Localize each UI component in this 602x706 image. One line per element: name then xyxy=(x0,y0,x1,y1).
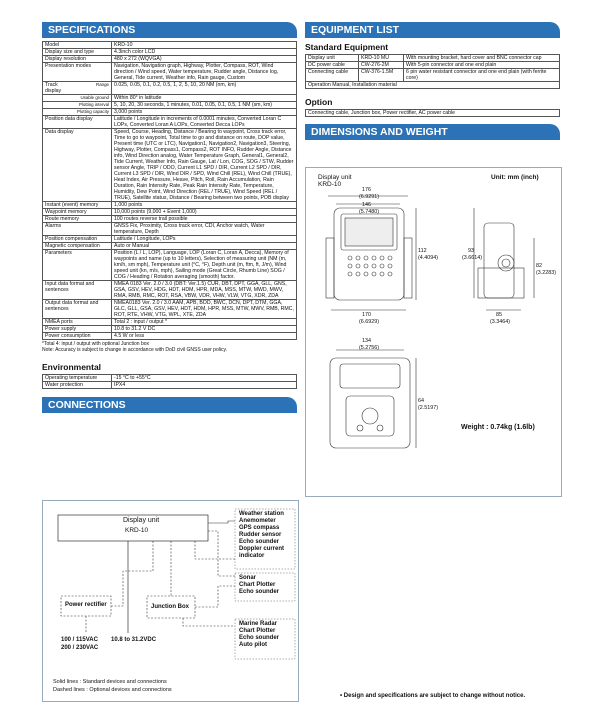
track-key: Track display xyxy=(45,82,62,94)
spec-value: Position (L / L, LOP), Language, LOP (Loran C, Loran A, Decca), Memory of waypoints and name (up to 10 letters), Selection of measuring unit (NM (m, km/h, sm mph), Temperature unit (°C, °F), Depth unit (m, ftm, ft, J/m), Wind speed unit (kn, m/s, mph), Sailing mode (Great Circle, Rhumb Line) SOG / COG / Heading / Rotation averaging (smooth) factor. xyxy=(112,250,297,281)
connection-device: GPS compass xyxy=(239,525,280,531)
spec-value: Auto or Manual xyxy=(112,243,297,250)
spec-key: Waypoint memory xyxy=(43,209,112,216)
spec-value: NMEA 0183 Ver. 2.0 / 3.0 (DBT: Ver.1.5) CUR, DBT, DPT, GGA, GLL, GNS, GSA, GSV, HEV, HDG, HDT, HDM, HPR, MDA, MSS, MTW, MWD, MWV, RMA, RMB, RMC, ROT, RSA, VBW, VDR, VHW, VLW, VTG, XDR, ZDA xyxy=(112,281,297,300)
spec-key: Output data format and sentences xyxy=(43,300,112,319)
power-rectifier-label: Power rectifier xyxy=(65,602,107,608)
spec-row xyxy=(43,49,297,56)
connection-group-1 xyxy=(239,511,284,560)
spec-value: Navigation, Navigation graph, Highway, Plotter, Compass, ROT, Wind direction / Wind speed, Water temperature, Rudder angle, Distance log, General, Tide current, Weather info, Rain gauge, Custom xyxy=(112,63,297,82)
right-column xyxy=(305,0,560,140)
connection-device: Rudder sensor xyxy=(239,532,282,538)
option-row: Connecting cable, Junction box, Power rectifier, AC power cable xyxy=(306,110,560,117)
spec-value: Latitude / Longitude, LOPs xyxy=(112,236,297,243)
spec-value: Within 80° in latitude xyxy=(112,95,297,102)
connection-device: Anemometer xyxy=(239,518,276,524)
spec-key: Display size and type xyxy=(43,49,112,56)
connection-device: Echo sounder xyxy=(239,635,280,641)
spec-row-track xyxy=(43,95,297,102)
spec-row xyxy=(43,319,297,326)
spec-value: 3,000 points xyxy=(112,109,297,116)
env-key: Operating temperature xyxy=(43,375,112,382)
spec-row xyxy=(43,281,297,300)
spec-value: 10,000 points (9,000 + Event 1,000) xyxy=(112,209,297,216)
spec-row-track xyxy=(43,102,297,109)
spec-key: Input data format and sentences xyxy=(43,281,112,300)
note-accuracy: Note: Accuracy is subject to change in accordance with DoD civil GNSS user policy. xyxy=(42,347,227,353)
spec-key: Alarms xyxy=(43,223,112,236)
dim-82-in: (3.2283) xyxy=(536,270,557,276)
connection-device: Weather station xyxy=(239,511,284,517)
track-key-cell xyxy=(43,102,112,109)
equipment-cell: CW-376-1.5M xyxy=(359,69,404,82)
option-title: Option xyxy=(305,97,333,107)
spec-row xyxy=(43,250,297,281)
environmental-row xyxy=(43,382,297,389)
dimensions-panel xyxy=(305,167,562,497)
dim-93: 93 xyxy=(468,248,474,254)
equipment-manual-cell: Operation Manual, Installation material xyxy=(306,82,560,89)
spec-value: 0.025, 0.05, 0.1, 0.2, 0.5, 1, 2, 5, 10, 20 NM (nm, km) xyxy=(112,82,297,95)
spec-key: Parameters xyxy=(43,250,112,281)
spec-row xyxy=(43,209,297,216)
connection-device: Echo sounder xyxy=(239,589,280,595)
connection-group-3 xyxy=(239,621,279,649)
legend-dashed: Dashed lines : Optional devices and connections xyxy=(53,687,172,693)
connection-device: Echo sounder xyxy=(239,539,280,545)
spec-value: 10.8 to 31.2 V DC xyxy=(112,326,297,333)
track-key xyxy=(45,102,67,108)
spec-row xyxy=(43,216,297,223)
spec-row xyxy=(43,300,297,319)
vac-label-1: 100 / 115VAC xyxy=(61,637,98,643)
connection-device: Sonar xyxy=(239,575,257,581)
equipment-row xyxy=(306,55,560,62)
dim-unit-mm: Unit: mm (inch) xyxy=(491,174,539,181)
track-key-cell xyxy=(43,109,112,116)
spec-value: Latitude / Longitude in increments of 0.0001 minutes, Converted Loran C LOPs, Converted Loran A LOPs, Converted Decca LOPs xyxy=(112,116,297,129)
spec-key: Data display xyxy=(43,129,112,202)
equipment-cell: KRD-10 MU xyxy=(359,55,404,62)
dimensions-heading: DIMENSIONS AND WEIGHT xyxy=(305,124,560,140)
track-subkey: Plotting capacity xyxy=(77,109,109,114)
environmental-heading: Environmental xyxy=(42,362,102,372)
equipment-manual-row xyxy=(306,82,560,89)
note-total-ports: *Total 4: input / output with optional Junction box xyxy=(42,341,150,347)
track-key xyxy=(45,109,67,115)
connections-diagram xyxy=(42,500,299,702)
spec-row-track xyxy=(43,109,297,116)
spec-key: Model xyxy=(43,42,112,49)
dim-170-in: (6.6929) xyxy=(359,319,380,325)
dim-85-in: (3.3464) xyxy=(490,319,511,325)
specifications-heading: SPECIFICATIONS xyxy=(42,22,297,38)
specifications-table xyxy=(42,41,297,340)
connection-group-2 xyxy=(239,575,279,596)
spec-key: Power supply xyxy=(43,326,112,333)
dimension-drawings xyxy=(306,168,561,468)
connections-heading: CONNECTIONS xyxy=(42,397,297,413)
spec-row xyxy=(43,202,297,209)
spec-value: 100 routes reverse trail possible xyxy=(112,216,297,223)
connection-device: Chart Plotter xyxy=(239,582,276,588)
spec-key: Route memory xyxy=(43,216,112,223)
dim-176: 176 xyxy=(362,187,371,193)
side-view xyxy=(474,208,534,310)
spec-value: Speed, Course, Heading, Distance / Bearing to waypoint, Cross track error, Time to go to waypoint, Total time to go and distance on route, DOP value, Present time (UTC or LTC), Navigation1, Navigation2, Navigation3, Steering, Highway, Plotter, Compass1, Compass2, ROT INFO, Rudder Angle, Distance info, Wind Direction analog, Water Temperature Graph, General1, General2, Tide Current, Weather Info, Rain Gauge, Lat / Lon, COG, SOG / STW, Rudder sensor Angle, TRIP / ODO, Current L1 SPD / DIR, Current L2 SPD / DIR, Current L3 SPD / DIR, Wind DIR / SPD, Wind Chill (REL), Wind Chill (TRUE), Heat Index, Air Pressure, Heave, Pitch, Roll, Rain Accumulation, Rain Duration, Rain Intensity Rate, Peak Rain Intensity Rate, Temperature, Humidity, Dew Point, Wind Direction (REL / TRUE), Wind Speed (REL / TRUE), Satellite status, Distance / Bearing between two points, POB display xyxy=(112,129,297,202)
dim-64-in: (2.5197) xyxy=(418,405,439,411)
track-key-cell xyxy=(43,95,112,102)
specifications-notes xyxy=(42,341,297,353)
dim-112: 112 xyxy=(418,248,427,254)
equipment-cell: With mounting bracket, hard cover and BNC connector cap xyxy=(404,55,560,62)
spec-value: 480 x 272 (WQVGA) xyxy=(112,56,297,63)
environmental-row xyxy=(43,375,297,382)
dim-93-in: (3.6614) xyxy=(462,255,483,261)
dim-146-in: (5.7480) xyxy=(359,209,380,215)
spec-row xyxy=(43,116,297,129)
spec-row xyxy=(43,243,297,250)
option-table xyxy=(305,109,560,117)
track-subkey: Usable ground xyxy=(80,95,109,100)
dim-170: 170 xyxy=(362,312,371,318)
spec-key: NMEA ports xyxy=(43,319,112,326)
display-unit-model: KRD-10 xyxy=(125,527,149,534)
dim-146: 146 xyxy=(362,202,371,208)
dim-64: 64 xyxy=(418,398,424,404)
env-key: Water protection xyxy=(43,382,112,389)
dim-134: 134 xyxy=(362,338,371,344)
dim-82: 82 xyxy=(536,263,542,269)
equipment-cell: 6 pin water resistant connector and one end plain (with ferrite core) xyxy=(404,69,560,82)
spec-row-track xyxy=(43,82,297,95)
equipment-cell: Display unit xyxy=(306,55,359,62)
dim-176-in: (6.9291) xyxy=(359,194,380,200)
vac-label-2: 200 / 230VAC xyxy=(61,645,99,651)
env-value: IPX4 xyxy=(112,382,297,389)
spec-value: Total 2 : input / output * xyxy=(112,319,297,326)
display-unit-label: Display unit xyxy=(123,517,160,524)
spec-row xyxy=(43,63,297,82)
junction-box-label: Junction Box xyxy=(151,604,190,610)
dim-85: 85 xyxy=(496,312,502,318)
equipment-table xyxy=(305,54,560,89)
spec-row xyxy=(43,223,297,236)
equipment-cell: CW-276-2M xyxy=(359,62,404,69)
spec-value: 1,000 points xyxy=(112,202,297,209)
track-key xyxy=(45,95,67,101)
dim-model: KRD-10 xyxy=(318,181,342,188)
env-value: -15 °C to +55°C xyxy=(112,375,297,382)
connection-device: Marine Radar xyxy=(239,621,278,627)
equipment-heading: EQUIPMENT LIST xyxy=(305,22,560,38)
legend-solid: Solid lines : Standard devices and connections xyxy=(53,679,167,685)
track-subkey: Range xyxy=(96,82,109,87)
standard-equipment-title: Standard Equipment xyxy=(305,42,389,52)
spec-value: NMEA0183 Ver. 2.0 / 3.0 AAM, APB, BOD, BWC, DCN, DPT, DTM, GGA, GLC, GLL, GSA, GSV, HEV, HDT, HDM, HPR, MSS, MTW, MWV, RMB, RMC, ROT, RTE, VHW, VTG, WPL, XTE, ZDA xyxy=(112,300,297,319)
bottom-view xyxy=(330,350,416,448)
equipment-cell: DC power cable xyxy=(306,62,359,69)
spec-row xyxy=(43,129,297,202)
spec-value: GNSS Fix, Proximity, Cross track error, CDI, Anchor watch, Water temperature, Depth xyxy=(112,223,297,236)
spec-key: Presentation modes xyxy=(43,63,112,82)
dim-112-in: (4.4094) xyxy=(418,255,439,261)
footer-note: • Design and specifications are subject to change without notice. xyxy=(340,693,526,699)
spec-key: Magnetic compensation xyxy=(43,243,112,250)
connection-device: Auto pilot xyxy=(239,642,267,648)
connection-device: Doppler current xyxy=(239,546,285,552)
vdc-label: 10.8 to 31.2VDC xyxy=(111,637,157,643)
left-column xyxy=(42,0,297,413)
spec-key: Position data display xyxy=(43,116,112,129)
environmental-table xyxy=(42,374,297,389)
spec-value: 4.3inch color LCD xyxy=(112,49,297,56)
spec-row xyxy=(43,236,297,243)
spec-value: 4.5 W or less xyxy=(112,333,297,340)
spec-key: Instant (event) memory xyxy=(43,202,112,209)
connection-device: Chart Plotter xyxy=(239,628,276,634)
equipment-row xyxy=(306,62,560,69)
weight-label: Weight : 0.74kg (1.6lb) xyxy=(461,424,535,431)
spec-key: Power consumption xyxy=(43,333,112,340)
equipment-row xyxy=(306,69,560,82)
equipment-cell: With 5-pin connector and one end plain xyxy=(404,62,560,69)
spec-key: Position compensation xyxy=(43,236,112,243)
spec-row xyxy=(43,42,297,49)
dim-134-in: (5.2756) xyxy=(359,345,380,351)
dim-unit-label: Display unit xyxy=(318,174,352,181)
equipment-cell: Connecting cable xyxy=(306,69,359,82)
track-key-cell xyxy=(43,82,112,95)
spec-value: 5, 10, 20, 30 seconds, 1 minutes, 0.01, 0.05, 0.1, 0.5, 1 NM (sm, km) xyxy=(112,102,297,109)
connection-device: indicator xyxy=(239,553,265,559)
spec-key: Display resolution xyxy=(43,56,112,63)
spec-row xyxy=(43,333,297,340)
spec-row xyxy=(43,326,297,333)
spec-value: KRD-10 xyxy=(112,42,297,49)
track-subkey: Plotting interval xyxy=(78,102,109,107)
spec-row xyxy=(43,56,297,63)
